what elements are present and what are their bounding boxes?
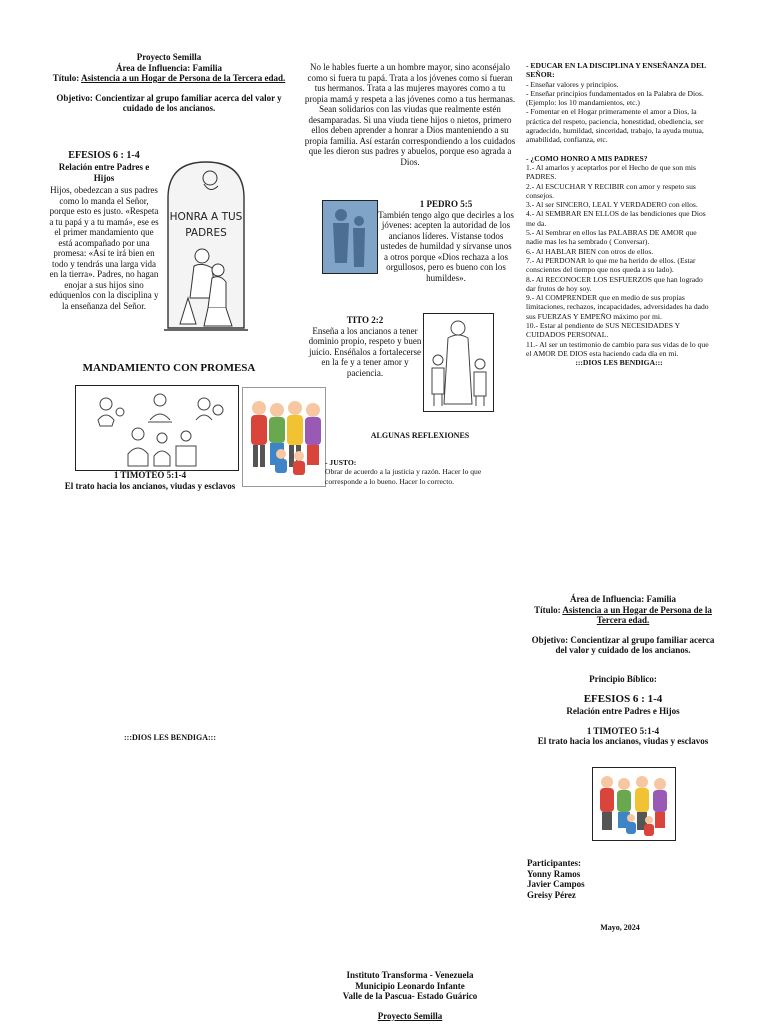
cover-objetivo: Objetivo: Concientizar al grupo familiar acerca del valor y cuidado de los ancianos. (531, 634, 715, 655)
honro-item: 3.- Al ser SINCERO, LEAL Y VERDADERO con ellos. (526, 200, 698, 210)
tito-ref: TITO 2:2 (346, 315, 384, 325)
honro-item: 1.- Al amarlos y aceptarlos por el Hecho de que son mis PADRES. (526, 162, 696, 182)
efesios-ref: EFESIOS 6 : 1-4 (68, 150, 140, 161)
honro-item: 11.- Al ser un testimonio de cambio para sus vidas de lo que el AMOR DE DIOS esta haciendo cada día en mi. (526, 339, 709, 358)
educar-title: - EDUCAR EN LA DISCIPLINA Y ENSEÑANZA DEL SEÑOR: (526, 61, 706, 80)
reflexiones-heading: ALGUNAS REFLEXIONES (370, 431, 470, 440)
institute-line: Instituto Transforma - Venezuela (346, 970, 474, 980)
jesus-children-drawing (423, 313, 494, 412)
pedro-text: También tengo algo que decirles a los jóvenes: acepten la autoridad de los ancianos líderes. Vístanse todos ustedes de humildad y sírvanse unos a otros porque «Dios rechaza a los orgullosos, pero es bueno con los humildes». (378, 209, 514, 283)
panel1-header (50, 52, 288, 114)
efesios-text: Hijos, obedezcan a sus padres como lo manda el Señor, porque esto es justo. «Respeta a tu papá y a tu mamá», ese es el primer mandamiento que está acompañado por una promesa: «Así te irá bien en todo y tendrás una larga vida en la tierra». Padres, no hagan enojar a sus hijos sino edúquenlos con la disciplina y la enseñanza del Señor. (49, 185, 159, 311)
cover-participants (527, 858, 677, 900)
honro-item: 10.- Estar al pendiente de SUS NECESIDADES Y CUIDADOS PERSONAL. (526, 321, 680, 340)
tombstone-text-line1: HONRA A TUS (169, 211, 243, 223)
cover-timoteo-subtitle: El trato hacia los ancianos, viudas y esclavos (537, 736, 709, 746)
cover-titulo: Título: Asistencia a un Hogar de Persona de la Tercera edad. (534, 604, 712, 625)
panel1-titulo: Título: Asistencia a un Hogar de Persona de la Tercera edad. (52, 73, 286, 83)
cover-efesios-ref: EFESIOS 6 : 1-4 (583, 693, 663, 705)
honra-padres-drawing (160, 158, 252, 334)
honro-item: 5.- Al Sembrar en ellos las PALABRAS DE AMOR que nadie mas les ha sembrado ( Conversar). (526, 228, 697, 247)
cover-family-illustration (592, 767, 676, 841)
tombstone-illustration (160, 158, 252, 334)
honro-item: 2.- Al ESCUCHAR Y RECIBIR con amor y respeto sus consejos. (526, 181, 696, 200)
honro-item: 7.- Al PERDONAR lo que me ha herido de ellos. (Estar conscientes del tiempo que nos queda a su lado). (526, 255, 696, 275)
institute-line: Municipio Leonardo Infante (355, 980, 465, 991)
institute-project: Proyecto Semilla (377, 1010, 443, 1021)
educar-item: - Enseñar valores y principios. (526, 79, 619, 89)
mandamiento-heading: MANDAMIENTO CON PROMESA (82, 362, 256, 374)
honro-title: - ¿COMO HONRO A MIS PADRES? (526, 153, 648, 163)
panel1-timoteo (50, 470, 250, 491)
panel2-justo (325, 458, 515, 486)
honro-item: 6.- Al HABLAR BIEN con otros de ellos. (526, 246, 654, 256)
participant: Yonny Ramos (527, 868, 581, 879)
cover-principio: Principio Bíblico: (589, 673, 657, 684)
honro-item: 8.- Al RECONOCER LOS ESFUERZOS que han logrado dar frutos de hoy soy. (526, 274, 703, 293)
panel1-objetivo: Objetivo: Concientizar al grupo familiar acerca del valor y cuidado de los ancianos. (56, 92, 282, 113)
panel2-pedro (378, 199, 514, 283)
panel2-tito (306, 315, 424, 378)
cover-efesios-subtitle: Relación entre Padres e Hijos (566, 706, 680, 716)
elderly-sketches (75, 385, 239, 471)
cover-date: Mayo, 2024 (600, 923, 640, 932)
panel1-area: Área de Influencia: Familia (115, 62, 223, 73)
family-illustration (242, 387, 326, 487)
cover-timoteo-ref: 1 TIMOTEO 5:1-4 (586, 725, 660, 736)
panel3-content (526, 61, 712, 368)
back-cover-institute (300, 970, 520, 1021)
panel3-bendiga: :::DIOS LES BENDIGA::: (575, 358, 663, 368)
participants-label: Participantes: (527, 858, 581, 868)
panel1-project: Proyecto Semilla (136, 52, 202, 62)
efesios-subtitle: Relación entre Padres e Hijos (58, 162, 150, 183)
honro-item: 9.- Al COMPRENDER que en medio de sus propias limitaciones, rechazos, incapacidades, adversidades ha dado sus FUERZAS Y EMPEÑO máximo por mi. (526, 293, 709, 321)
educar-item: - Enseñar principios fundamentados en la Palabra de Dios. (Ejemplo: los 10 mandamientos, etc.) (526, 88, 704, 108)
timoteo-subtitle: El trato hacia los ancianos, viudas y esclavos (64, 480, 236, 491)
justo-label: - JUSTO: (325, 458, 357, 467)
participant: Javier Campos (527, 879, 585, 889)
panel2-intro: No le hables fuerte a un hombre mayor, sino aconséjalo como si fuera tu papá. Trata a los jóvenes como si fueran tus hermanos. Trata a las mujeres mayores como a tu propia mamá y respeta a las jóvenes como a tus hermanas. Sean solidarios con las viudas que realmente estén desamparadas. Si una viuda tiene hijos o nietos, primero ellos deben aprender a honrar a Dios manteniendo a su propia familia. Así estarán correspondiendo a los cuidados que les dieron sus padres y abuelos, porque eso agrada a Dios. (304, 62, 516, 167)
honro-item: 4.- Al SEMBRAR EN ELLOS de las bendiciones que Dios me da. (526, 209, 706, 228)
silhouette-photo (322, 200, 378, 274)
participant: Greisy Pérez (527, 889, 576, 900)
institute-line: Valle de la Pascua- Estado Guárico (342, 991, 478, 1001)
timoteo-ref: 1 TIMOTEO 5:1-4 (113, 470, 187, 480)
educar-item: - Fomentar en el Hogar primeramente el amor a Dios, la práctica del respeto, paciencia, honestidad, obediencia, ser agradecido, humildad, sinceridad, trabajo, la ayuda mutua, amabilidad, confianza, etc. (526, 107, 704, 145)
justo-text: Obrar de acuerdo a la justicia y razón. Hacer lo que corresponde a lo bueno. Hacer lo correcto. (325, 467, 482, 486)
panel4-bendiga: :::DIOS LES BENDIGA::: (123, 733, 216, 742)
tito-text: Enseña a los ancianos a tener dominio propio, respeto y buen juicio. Enséñalos a fortalecerse en la fe y a tener amor y paciencia. (308, 325, 422, 378)
pedro-ref: 1 PEDRO 5:5 (419, 199, 473, 209)
panel1-efesios (48, 150, 160, 311)
cover-area: Área de Influencia: Familia (569, 594, 677, 604)
tombstone-text-line2: PADRES (185, 227, 227, 239)
cover-header (526, 594, 720, 747)
